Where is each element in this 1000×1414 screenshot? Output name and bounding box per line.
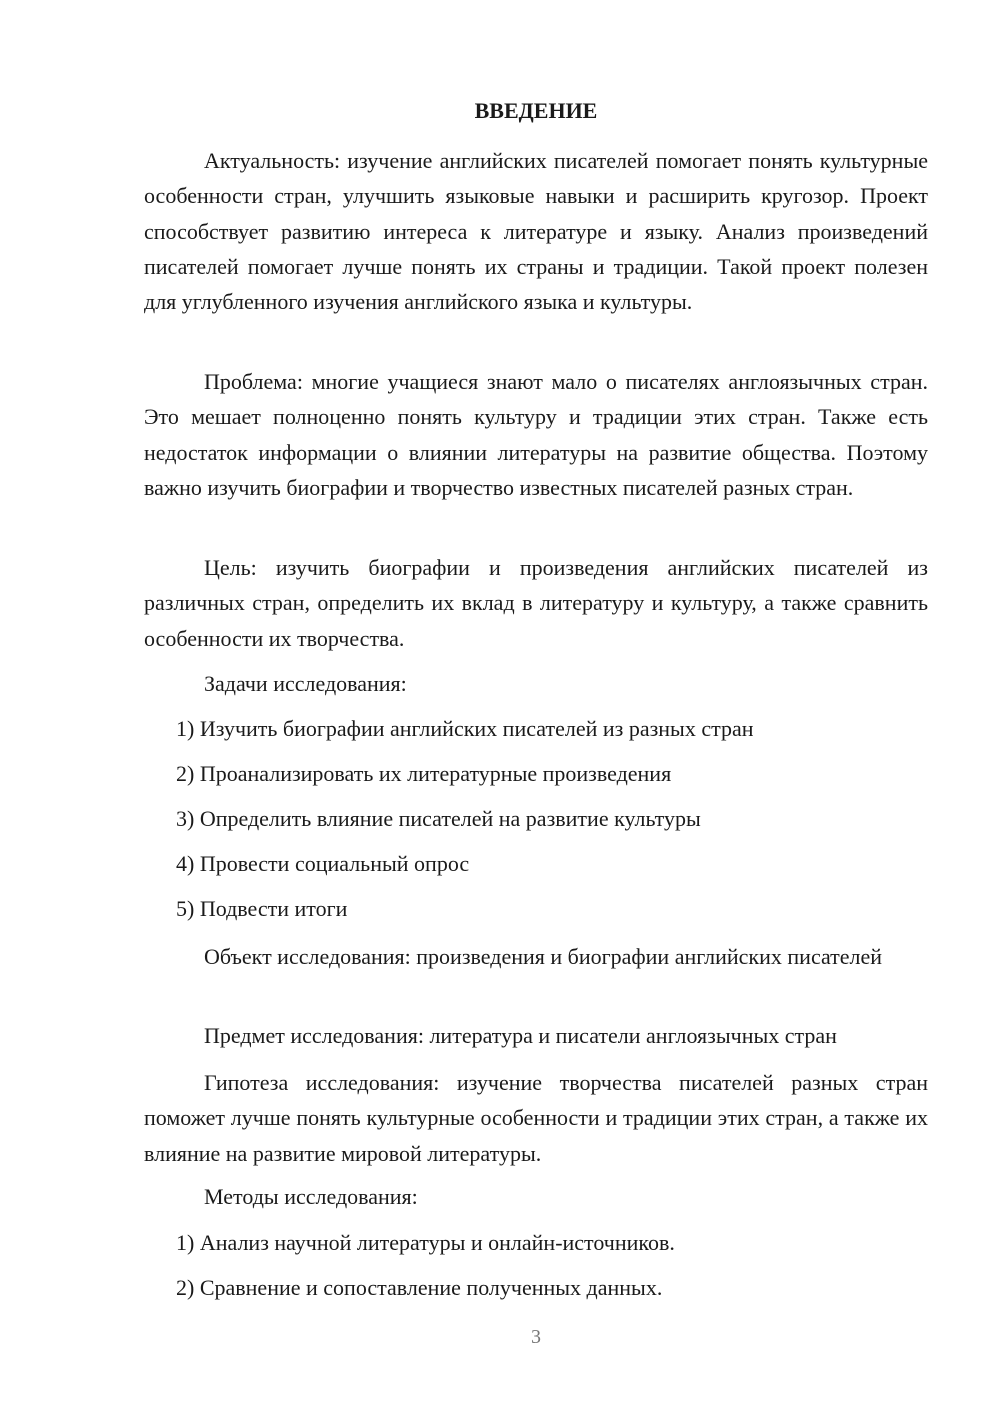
page-number: 3	[531, 1326, 541, 1348]
relevance-paragraph: Актуальность: изучение английских писателей помогает понять культурные особенности стран, улучшить языковые навыки и расширить кругозор. Проект способствует развитию интереса к литературе и языку. Анализ произведений писателей помогает лучше понять их страны и традиции. Такой проект полезен для углубленного изучения английского языка и культуры.	[144, 148, 928, 315]
subject-paragraph: Предмет исследования: литература и писатели англоязычных стран	[204, 1023, 837, 1048]
page-title: ВВЕДЕНИЕ	[474, 98, 598, 123]
task-item-4: 4) Провести социальный опрос	[176, 851, 470, 876]
method-item-2: 2) Сравнение и сопоставление полученных данных.	[176, 1275, 663, 1300]
method-item-1: 1) Анализ научной литературы и онлайн-источников.	[176, 1230, 675, 1255]
tasks-heading: Задачи исследования:	[204, 671, 407, 696]
goal-paragraph: Цель: изучить биографии и произведения английских писателей из различных стран, определить их вклад в литературу и культуру, а также сравнить особенности их творчества.	[144, 555, 928, 651]
problem-paragraph: Проблема: многие учащиеся знают мало о писателях англоязычных стран. Это мешает полноценно понять культуру и традиции этих стран. Также есть недостаток информации о влиянии литературы на развитие общества. Поэтому важно изучить биографии и творчество известных писателей разных стран.	[144, 369, 928, 500]
task-item-2: 2) Проанализировать их литературные произведения	[176, 761, 672, 786]
object-paragraph: Объект исследования: произведения и биографии английских писателей	[204, 944, 883, 969]
methods-heading: Методы исследования:	[204, 1184, 418, 1209]
task-item-1: 1) Изучить биографии английских писателей из разных стран	[176, 716, 754, 741]
task-item-5: 5) Подвести итоги	[176, 896, 348, 921]
task-item-3: 3) Определить влияние писателей на развитие культуры	[176, 806, 701, 831]
hypothesis-paragraph: Гипотеза исследования: изучение творчества писателей разных стран поможет лучше понять культурные особенности и традиции этих стран, а также их влияние на развитие мировой литературы.	[144, 1070, 928, 1166]
